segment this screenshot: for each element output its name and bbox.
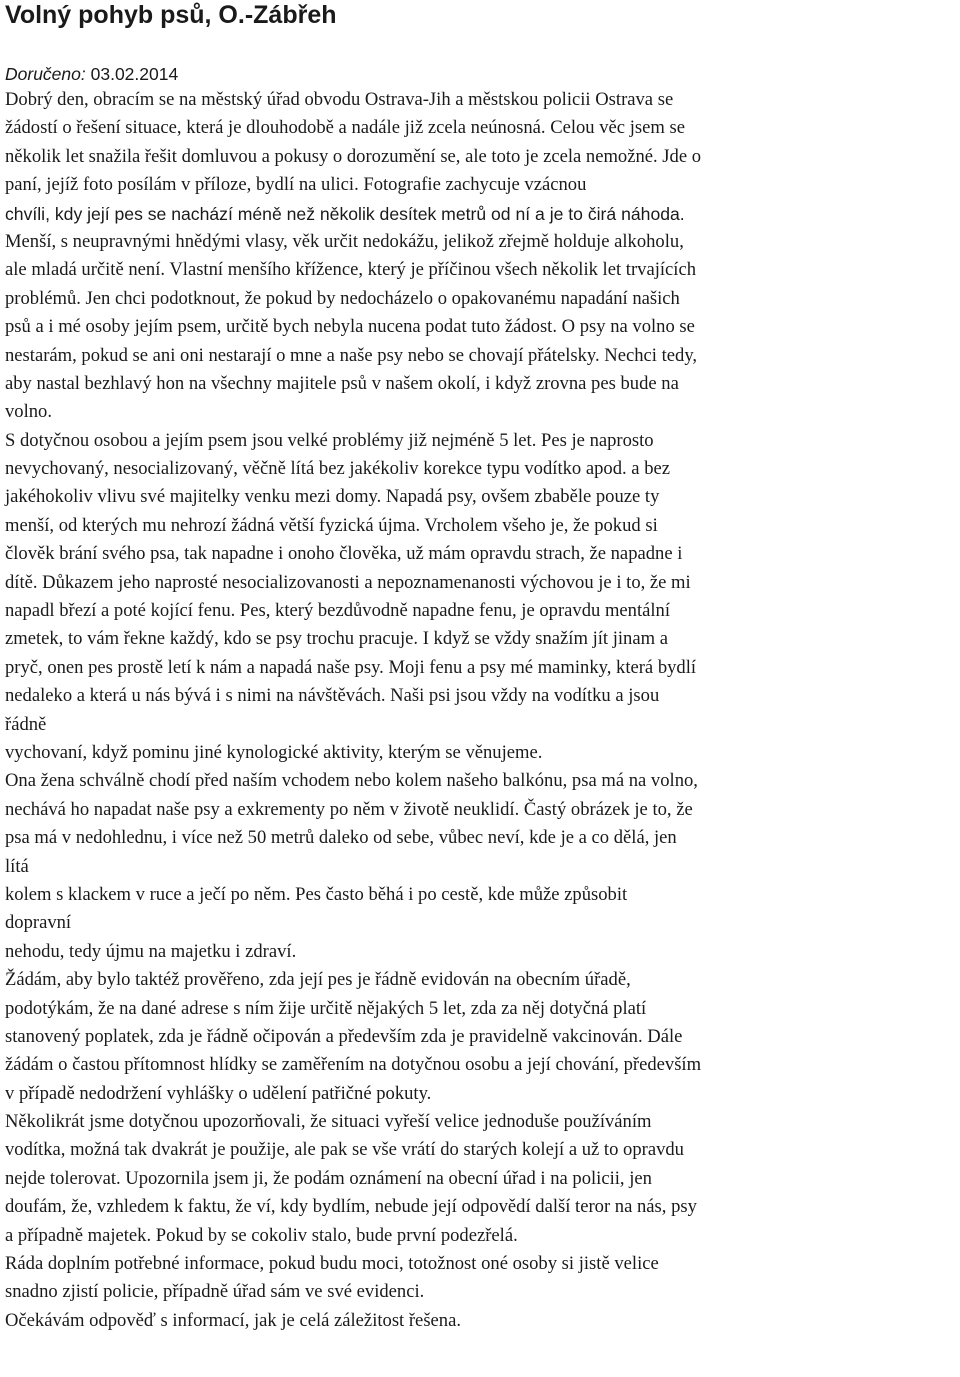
- text-line: S dotyčnou osobou a jejím psem jsou velké problémy již nejméně 5 let. Pes je naprosto: [5, 429, 654, 451]
- text-line: člověk brání svého psa, tak napadne i onoho člověka, už mám opravdu strach, že napadne i: [5, 543, 683, 565]
- text-line: žádostí o řešení situace, která je dlouhodobě a nadále již zcela neúnosná. Celou věc jsem se: [5, 117, 685, 139]
- text-line: nedaleko a která u nás bývá i s nimi na návštěvách. Naši psi jsou vždy na vodítku a jsou: [5, 685, 660, 707]
- text-line: zmetek, to vám řekne každý, kdo se psy trochu pracuje. I když se vždy snažím jít jinam a: [5, 628, 668, 650]
- text-line: paní, jejíž foto posílám v příloze, bydlí na ulici. Fotografie zachycuje vzácnou: [5, 174, 587, 196]
- text-line: aby nastal bezhlavý hon na všechny majitele psů v našem okolí, i když zrovna pes bude na: [5, 372, 679, 394]
- text-line: žádám o častou přítomnost hlídky se zaměřením na dotyčnou osobu a její chování, především: [5, 1054, 702, 1076]
- text-line: podotýkám, že na dané adrese s ním žije určitě nějakých 5 let, zda za něj dotyčná platí: [5, 997, 647, 1019]
- text-line: vodítka, možná tak dvakrát je použije, ale pak se vše vrátí do starých kolejí a už to opravdu: [5, 1139, 684, 1161]
- text-line: a případně majetek. Pokud by se cokoliv stalo, bude první podezřelá.: [5, 1224, 518, 1246]
- text-line: vychovaní, když pominu jiné kynologické aktivity, kterým se věnujeme.: [5, 741, 543, 763]
- text-line: jakéhokoliv vlivu své majitelky venku mezi domy. Napadá psy, ovšem zbaběle pouze ty: [5, 486, 660, 508]
- text-line: menší, od kterých mu nehrozí žádná větší fyzická újma. Vrcholem všeho je, že pokud si: [5, 514, 658, 536]
- delivered-line: [5, 63, 955, 85]
- text-line: pryč, onen pes prostě letí k nám a napadá naše psy. Moji fenu a psy mé maminky, která bydlí: [5, 656, 697, 678]
- delivered-date: 03.02.2014: [90, 64, 179, 84]
- text-line: Ráda doplním potřebné informace, pokud budu moci, totožnost oné osoby si jistě velice: [5, 1253, 659, 1275]
- text-line: nehodu, tedy újmu na majetku i zdraví.: [5, 940, 297, 962]
- text-line: dopravní: [5, 912, 72, 934]
- text-line: lítá: [5, 855, 29, 877]
- text-line: snadno zjistí policie, případně úřad sám ve své evidenci.: [5, 1281, 425, 1303]
- text-line: několik let snažila řešit domluvou a pokusy o dorozumění se, ale toto je zcela nemožné. Jde o: [5, 145, 702, 167]
- text-line: ale mladá určitě není. Vlastní menšího křížence, který je příčinou všech několik let trvajících: [5, 259, 697, 281]
- text-line: řádně: [5, 713, 47, 735]
- text-line: nejde tolerovat. Upozornila jsem ji, že podám oznámení na obecní úřad i na policii, jen: [5, 1167, 652, 1189]
- text-line: psa má v nedohlednu, i více než 50 metrů daleko od sebe, vůbec neví, kde je a co dělá, jen: [5, 827, 677, 849]
- delivered-label: Doručeno:: [5, 64, 86, 84]
- text-line: volno.: [5, 401, 53, 423]
- text-line: Dobrý den, obracím se na městský úřad obvodu Ostrava-Jih a městskou policii Ostrava se: [5, 89, 674, 110]
- text-line: napadl březí a poté kojící fenu. Pes, který bezdůvodně napadne fenu, je opravdu mentální: [5, 600, 671, 622]
- text-line: kolem s klackem v ruce a ječí po něm. Pes často běhá i po cestě, kde může způsobit: [5, 883, 628, 905]
- text-line: Žádám, aby bylo taktéž prověřeno, zda její pes je řádně evidován na obecním úřadě,: [5, 969, 631, 991]
- text-line: stanovený poplatek, zda je řádně očipován a především zda je pravidelně vakcinován. Dále: [5, 1025, 683, 1047]
- text-line: nechává ho napadat naše psy a exkrementy po něm v životě neuklidí. Častý obrázek je to, že: [5, 798, 693, 820]
- text-line: dítě. Důkazem jeho naprosté nesocializovanosti a nepoznamenanosti výchovou je i to, že mi: [5, 571, 691, 593]
- text-line: Očekávám odpověď s informací, jak je celá záležitost řešena.: [5, 1309, 462, 1331]
- text-line: nevychovaný, nesocializovaný, věčně lítá bez jakékoliv korekce typu vodítko apod. a bez: [5, 458, 670, 480]
- text-line: Ona žena schválně chodí před naším vchodem nebo kolem našeho balkónu, psa má na volno,: [5, 770, 698, 792]
- text-line: psů a i mé osoby jejím psem, určitě bych nebyla nucena podat tuto žádost. O psy na volno se: [5, 316, 695, 338]
- page-title: Volný pohyb psů, O.-Zábřeh: [5, 1, 337, 29]
- text-line: chvíli, kdy její pes se nachází méně než několik desítek metrů od ní a je to čirá náhoda.: [5, 203, 685, 224]
- text-line: Několikrát jsme dotyčnou upozorňovali, že situaci vyřeší velice jednoduše používáním: [5, 1111, 652, 1133]
- text-line: nestarám, pokud se ani oni nestarají o mne a naše psy nebo se chovají přátelsky. Nechci tedy,: [5, 344, 698, 366]
- text-line: doufám, že, vzhledem k faktu, že ví, kdy bydlím, nebude její odpovědí další teror na nás, psy: [5, 1196, 697, 1218]
- letter-body: [5, 86, 955, 1335]
- text-line: v případě nedodržení vyhlášky o udělení patřičné pokuty.: [5, 1082, 432, 1104]
- text-line: Menší, s neupravnými hnědými vlasy, věk určit nedokážu, jelikož zřejmě holduje alkoholu,: [5, 230, 684, 252]
- text-line: problémů. Jen chci podotknout, že pokud by nedocházelo o opakovanému napadání našich: [5, 287, 680, 309]
